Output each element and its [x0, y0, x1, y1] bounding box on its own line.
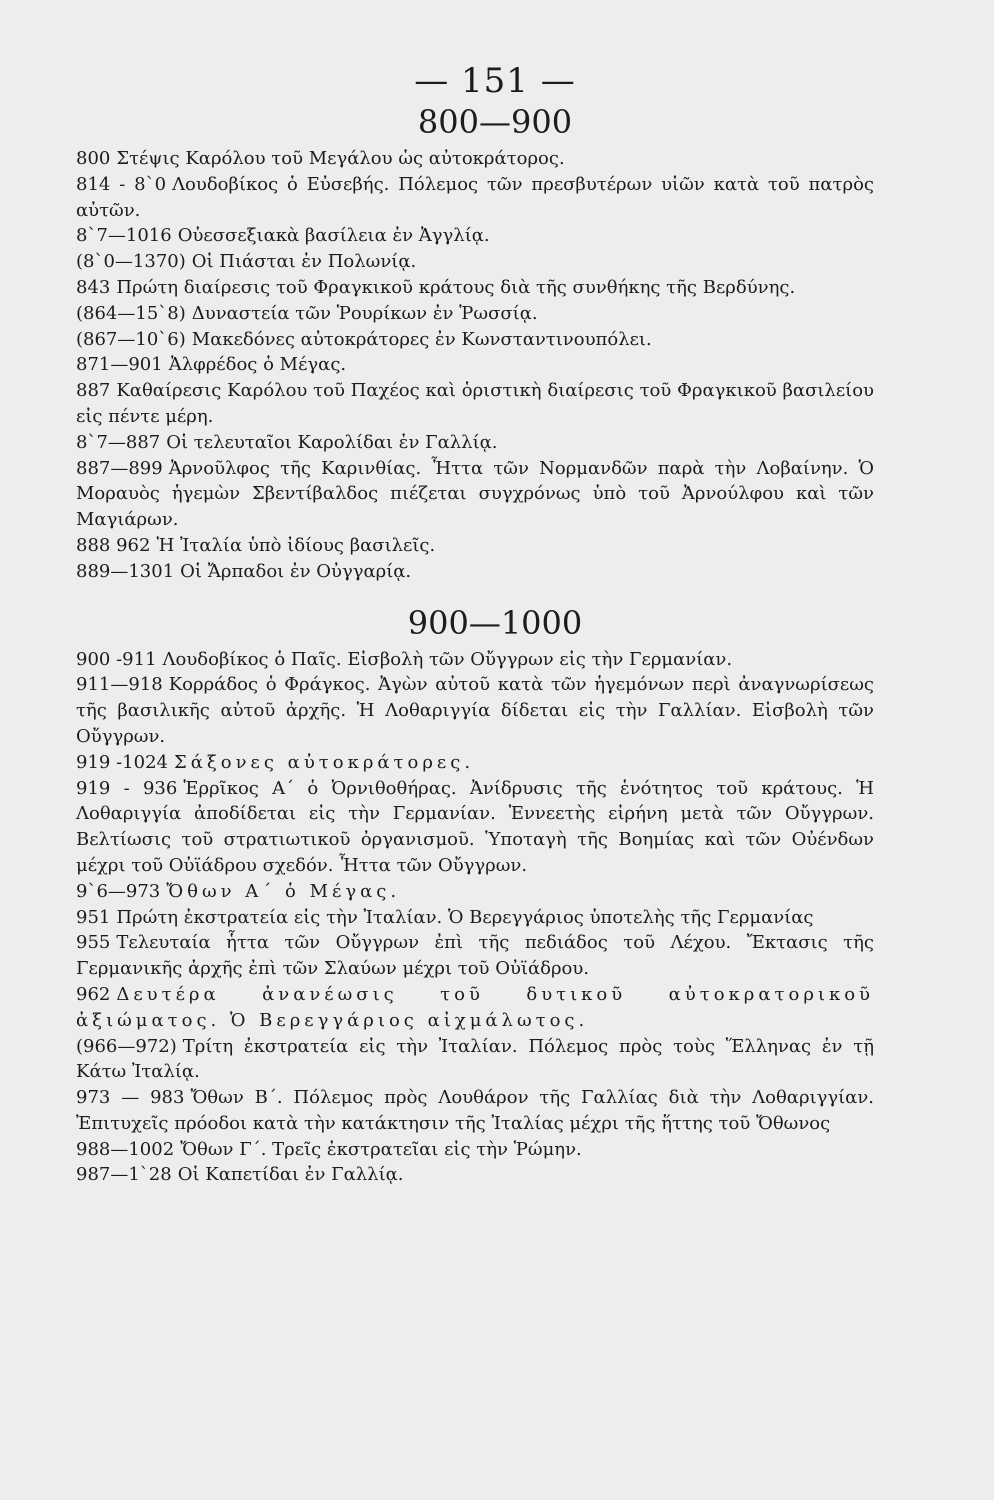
entry-text: Ὄθων Β΄. Πόλεμος πρὸς Λουθάρον τῆς Γαλλίας διὰ τὴν Λοθαριγγίαν. Ἐπιτυχεῖς πρόοδοι κατὰ τὴν κατάκτησιν τῆς Ἰταλίας μέχρι τῆς ἥττης τοῦ Ὄθωνος — [76, 1087, 874, 1134]
entry-date: 889—1301 — [76, 560, 175, 582]
entry-date: 814 - 8`0 — [76, 173, 167, 195]
entry-date: 951 — [76, 906, 111, 928]
section-entries-800-900 — [76, 146, 874, 585]
chronology-entry — [76, 378, 874, 430]
entry-text: Οὐεσσεξιακὰ βασίλεια ἐν Ἀγγλίᾳ. — [177, 225, 490, 247]
entry-text: Στέψις Καρόλου τοῦ Μεγάλου ὡς αὐτοκράτορος. — [116, 148, 565, 169]
entry-date: (864—15`8) — [76, 302, 186, 324]
chronology-entry — [76, 1085, 874, 1137]
chronology-entry — [76, 559, 874, 585]
chronology-entry — [76, 750, 874, 776]
entry-text: Ἡ Ἰταλία ὑπὸ ἰδίους βασιλεῖς. — [156, 534, 436, 556]
entry-text: Οἱ Ἄρπαδοι ἐν Οὐγγαρίᾳ. — [180, 560, 412, 582]
chronology-entry — [76, 275, 874, 301]
page-number: — 151 — — [414, 61, 576, 101]
section-entries-900-1000 — [76, 647, 874, 1189]
entry-text: Λουδοβίκος ὁ Εὐσεβής. Πόλεμος τῶν πρεσβυτέρων υἱῶν κατὰ τοῦ πατρὸς αὐτῶν. — [76, 173, 874, 221]
entry-text: Κορράδος ὁ Φράγκος. Ἀγὼν αὐτοῦ κατὰ τῶν ἡγεμόνων περὶ ἀναγνωρίσεως τῆς βασιλικῆς αὐτοῦ ἀρχῆς. Ἡ Λοθαριγγία δίδεται εἰς τὴν Γαλλίαν. Εἰσβολὴ τῶν Οὔγγρων. — [76, 674, 874, 747]
chronology-entry — [76, 249, 874, 275]
entry-date: 987—1`28 — [76, 1164, 172, 1186]
entry-text: Ἀρνοῦλφος τῆς Καρινθίας. Ἧττα τῶν Νορμανδῶν παρὰ τὴν Λοβαίνην. Ὁ Μοραυὸς ἡγεμὼν Σβεντίβαλδος πιέζεται συγχρόνως ὑπὸ τοῦ Ἀρνούλφου καὶ τῶν Μαγιάρων. — [76, 457, 874, 531]
chronology-entry — [76, 430, 874, 456]
chronology-entry — [76, 327, 874, 353]
entry-text: Ἑρρῖκος Α΄ ὁ Ὀρνιθοθήρας. Ἀνίδρυσις τῆς ἑνότητος τοῦ κράτους. Ἡ Λοθαριγγία ἀποδίδεται εἰς τὴν Γερμανίαν. Ἐννεετὴς εἰρήνη μετὰ τῶν Οὔγγρων. Βελτίωσις τοῦ στρατιωτικοῦ ὀργανισμοῦ. Ὑποταγὴ τῆς Βοημίας καὶ τῶν Οὐένδων μέχρι τοῦ Οὐϊάδρου σχεδόν. Ἧττα τῶν Οὔγγρων. — [76, 777, 875, 876]
entry-text: Πρώτη διαίρεσις τοῦ Φραγκικοῦ κράτους διὰ τῆς συνθήκης τῆς Βερδύνης. — [116, 276, 796, 298]
entry-text: Λουδοβίκος ὁ Παῖς. Εἰσβολὴ τῶν Οὔγγρων εἰς τὴν Γερμανίαν. — [162, 648, 733, 670]
chronology-entry — [76, 1162, 874, 1188]
chronology-entry — [76, 456, 874, 533]
entry-text: Τελευταία ἧττα τῶν Οὔγγρων ἐπὶ τῆς πεδιάδος τοῦ Λέχου. Ἔκτασις τῆς Γερμανικῆς ἀρχῆς ἐπὶ τῶν Σλαύων μέχρι τοῦ Οὐϊάδρου. — [76, 932, 874, 980]
entry-text: Μακεδόνες αὐτοκράτορες ἐν Κωνσταντινουπόλει. — [191, 328, 652, 350]
entry-text: Ἀλφρέδος ὁ Μέγας. — [168, 354, 347, 376]
entry-date: 887—899 — [76, 457, 163, 479]
entry-text: Πρώτη ἐκστρατεία εἰς τὴν Ἰταλίαν. Ὁ Βερεγγάριος ὑποτελὴς τῆς Γερμανίας — [116, 906, 814, 928]
entry-date: 955 — [76, 932, 111, 954]
entry-date: 800 — [76, 148, 111, 169]
entry-date: 973 — 983 — [76, 1087, 185, 1109]
chronology-entry — [76, 352, 874, 378]
entry-text: Ὄθων Α΄ ὁ Μέγας. — [166, 880, 401, 902]
chronology-entry — [76, 223, 874, 249]
entry-date: (867—10`6) — [76, 328, 186, 350]
entry-date: (966—972) — [76, 1035, 177, 1057]
entry-date: 962 — [76, 983, 111, 1005]
chronology-entry — [76, 879, 874, 905]
chronology-entry — [76, 776, 874, 879]
entry-text: Δευτέρα ἀνανέωσις τοῦ δυτικοῦ αὐτοκρατορικοῦ ἀξιώματος. Ὁ Βερεγγάριος αἰχμάλωτος. — [76, 983, 874, 1031]
entry-text: Δυναστεία τῶν Ῥουρίκων ἐν Ῥωσσίᾳ. — [191, 302, 538, 324]
entry-text: Οἱ Καπετίδαι ἐν Γαλλίᾳ. — [177, 1164, 404, 1186]
entry-text: Ὄθων Γ΄. Τρεῖς ἐκστρατεῖαι εἰς τὴν Ῥώμην. — [180, 1138, 582, 1160]
chronology-entry — [76, 1137, 874, 1163]
entry-date: 919 -1024 — [76, 751, 168, 773]
entry-date: 8`7—1016 — [76, 225, 172, 247]
entry-text: Σάξονες αὐτοκράτορες. — [173, 751, 475, 773]
entry-date: 9`6—973 — [76, 880, 161, 902]
entry-date: 900 -911 — [76, 648, 157, 670]
entry-text: Καθαίρεσις Καρόλου τοῦ Παχέος καὶ ὁριστικὴ διαίρεσις τοῦ Φραγκικοῦ βασιλείου εἰς πέντε μέρη. — [76, 380, 874, 427]
chronology-entry — [76, 172, 874, 224]
entry-date: 888 962 — [76, 534, 151, 556]
entry-text: Οἱ Πιάσται ἐν Πολωνίᾳ. — [191, 251, 417, 273]
chronology-entry — [76, 301, 874, 327]
chronology-entry — [76, 146, 874, 172]
entry-date: 871—901 — [76, 354, 163, 376]
entry-date: 911—918 — [76, 674, 163, 696]
section-heading-900-1000: 900—1000 — [407, 603, 583, 642]
entry-date: 887 — [76, 380, 111, 402]
chronology-entry — [76, 930, 874, 982]
chronology-entry — [76, 982, 874, 1034]
section-heading-800-900: 800—900 — [417, 103, 573, 141]
entry-date: (8`0—1370) — [76, 251, 186, 273]
entry-date: 843 — [76, 276, 111, 298]
chronology-entry — [76, 672, 874, 749]
entry-date: 988—1002 — [76, 1138, 175, 1160]
chronology-entry — [76, 647, 874, 673]
entry-text: Οἱ τελευταῖοι Καρολίδαι ἐν Γαλλίᾳ. — [166, 431, 498, 453]
chronology-entry — [76, 905, 874, 931]
chronology-entry — [76, 533, 874, 559]
entry-date: 8`7—887 — [76, 431, 161, 453]
chronology-entry — [76, 1034, 874, 1086]
entry-text: Τρίτη ἐκστρατεία εἰς τὴν Ἰταλίαν. Πόλεμος πρὸς τοὺς Ἕλληνας ἐν τῇ Κάτω Ἰταλίᾳ. — [76, 1035, 874, 1083]
entry-date: 919 - 936 — [76, 777, 178, 799]
